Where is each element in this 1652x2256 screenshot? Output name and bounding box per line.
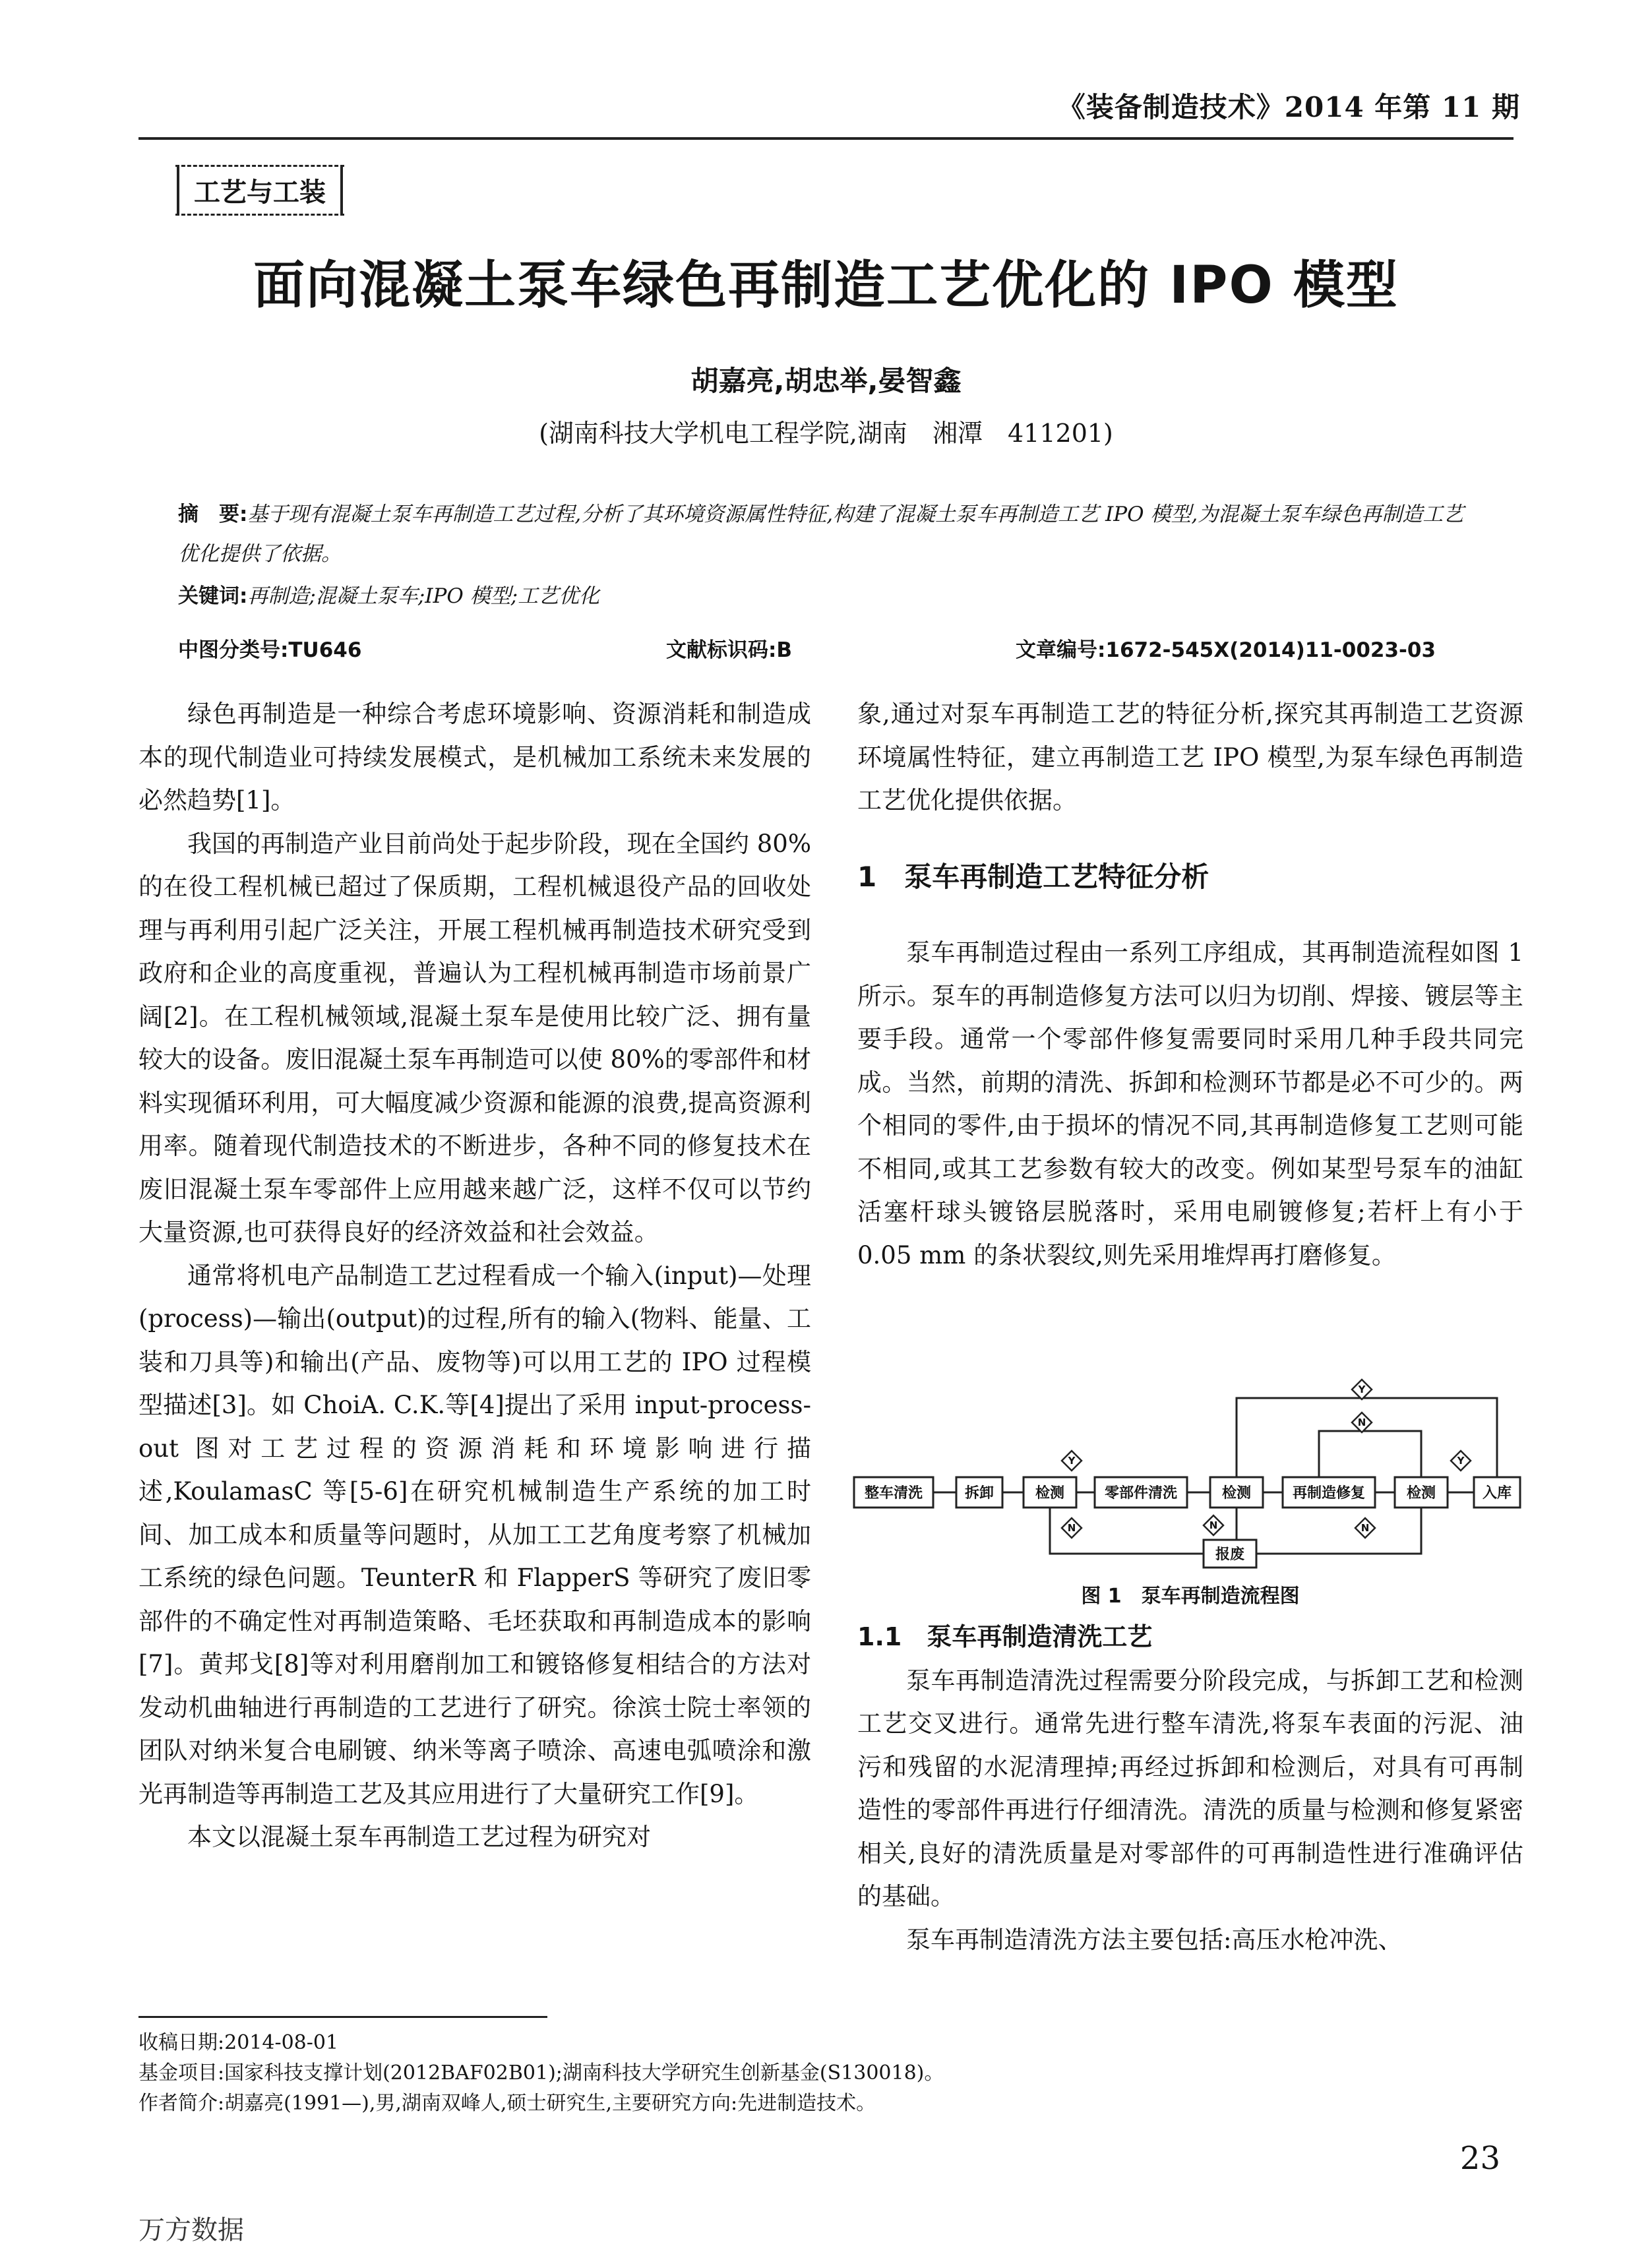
footnote-funding: 基金项目:国家科技支撑计划(2012BAF02B01);湖南科技大学研究生创新基金(S130018)。	[138, 2061, 944, 2085]
keywords-label: 关键词:	[178, 584, 248, 608]
header-rule	[138, 137, 1514, 140]
decision-label: Y	[1457, 1455, 1465, 1467]
keywords	[178, 579, 599, 609]
footnote-received: 收稿日期:2014-08-01	[138, 2031, 339, 2054]
article-number: 文章编号:1672-545X(2014)11-0023-03	[1016, 638, 1436, 662]
decision-label: Y	[1068, 1455, 1076, 1467]
abstract	[178, 495, 1484, 574]
node-label: 报废	[1215, 1546, 1245, 1563]
subsection	[857, 1616, 1523, 1961]
node-label: 整车清洗	[864, 1485, 923, 1502]
paragraph: 通常将机电产品制造工艺过程看成一个输入(input)—处理(process)—输出(output)的过程,所有的输入(物料、能量、工装和刀具等)和输出(产品、废物等)可以用工艺的 IPO 过程模型描述[3]。如 ChoiA. C.K.等[4]提出了采用 input-process-out 图对工艺过程的资源消耗和环境影响进行描述,KoulamasC 等[5-6]在研究机械制造生产系统的加工时间、加工成本和质量等问题时，从加工工艺角度考察了机械加工系统的绿色问题。TeunterR 和 FlapperS 等研究了废旧零部件的不确定性对再制造策略、毛坯获取和再制造成本的影响[7]。黄邦戈[8]等对利用磨削加工和镀铬修复相结合的方法对发动机曲轴进行再制造的工艺进行了研究。徐滨士院士率领的团队对纳米复合电刷镀、纳米等离子喷涂、高速电弧喷涂和激光再制造等再制造工艺及其应用进行了大量研究工作[9]。	[138, 1261, 811, 1808]
node-label: 检测	[1406, 1485, 1436, 1502]
paragraph: 象,通过对泵车再制造工艺的特征分析,探究其再制造工艺资源环境属性特征，建立再制造工艺 IPO 模型,为泵车绿色再制造工艺优化提供依据。	[857, 700, 1523, 814]
node-label: 再制造修复	[1292, 1485, 1366, 1502]
paragraph: 绿色再制造是一种综合考虑环境影响、资源消耗和制造成本的现代制造业可持续发展模式，是机械加工系统未来发展的必然趋势[1]。	[138, 700, 811, 814]
journal-header: 《装备制造技术》2014 年第 11 期	[1057, 91, 1520, 123]
column-tag: 工艺与工装	[177, 165, 343, 216]
decision-label: N	[1361, 1522, 1370, 1534]
page-number: 23	[1459, 2140, 1500, 2177]
paragraph: 泵车再制造过程由一系列工序组成，其再制造流程如图 1 所示。泵车的再制造修复方法可以归为切削、焊接、镀层等主要手段。通常一个零部件修复需要同时采用几种手段共同完成。当然，前期的清洗、拆卸和检测环节都是必不可少的。两个相同的零件,由于损坏的情况不同,其再制造修复工艺则可能不相同,或其工艺参数有较大的改变。例如某型号泵车的油缸活塞杆球头镀铬层脱落时，采用电刷镀修复;若杆上有小于 0.05 mm 的条状裂纹,则先采用堆焊再打磨修复。	[857, 938, 1523, 1269]
section-heading: 1 泵车再制造工艺特征分析	[857, 860, 1209, 893]
paragraph: 泵车再制造清洗过程需要分阶段完成，与拆卸工艺和检测工艺交叉进行。通常先进行整车清洗,将泵车表面的污泥、油污和残留的水泥清理掉;再经过拆卸和检测后，对具有可再制造性的零部件再进行仔细清洗。清洗的质量与检测和修复紧密相关,良好的清洗质量是对零部件的可再制造性进行准确评估的基础。	[857, 1666, 1523, 1910]
decision-label: N	[1067, 1522, 1076, 1534]
decision-label: N	[1357, 1417, 1366, 1428]
authors: 胡嘉亮,胡忠举,晏智鑫	[690, 365, 962, 397]
paragraph: 本文以混凝土泵车再制造工艺过程为研究对	[187, 1823, 651, 1851]
node-label: 拆卸	[964, 1485, 994, 1502]
paragraph: 我国的再制造产业目前尚处于起步阶段，现在全国约 80%的在役工程机械已超过了保质期，工程机械退役产品的回收处理与再利用引起广泛关注，开展工程机械再制造技术研究受到政府和企业的高度重视，普遍认为工程机械再制造市场前景广阔[2]。在工程机械领域,混凝土泵车是使用比较广泛、拥有量较大的设备。废旧混凝土泵车再制造可以使 80%的零部件和材料实现循环利用，可大幅度减少资源和能源的浪费,提高资源利用率。随着现代制造技术的不断进步，各种不同的修复技术在废旧混凝土泵车零部件上应用越来越广泛，这样不仅可以节约大量资源,也可获得良好的经济效益和社会效益。	[138, 829, 811, 1246]
figure-caption: 图 1 泵车再制造流程图	[1081, 1585, 1300, 1608]
decision-label: N	[1209, 1519, 1218, 1531]
paragraph: 泵车再制造清洗方法主要包括:高压水枪冲洗、	[906, 1925, 1403, 1954]
abstract-text: 基于现有混凝土泵车再制造工艺过程,分析了其环境资源属性特征,构建了混凝土泵车再制造工艺 IPO 模型,为混凝土泵车绿色再制造工艺优化提供了依据。	[178, 503, 1464, 566]
decision-label: Y	[1358, 1384, 1366, 1395]
node-label: 检测	[1221, 1485, 1252, 1502]
footnote-rule	[138, 2016, 547, 2018]
affiliation: (湖南科技大学机电工程学院,湖南 湘潭 411201)	[539, 419, 1113, 448]
left-column	[138, 692, 811, 1859]
keywords-text: 再制造;混凝土泵车;IPO 模型;工艺优化	[247, 584, 600, 608]
watermark: 万方数据	[138, 2215, 244, 2245]
clc-number: 中图分类号:TU646	[178, 638, 362, 662]
abstract-label: 摘 要:	[178, 503, 248, 526]
flowchart-figure	[851, 1365, 1530, 1570]
node-label: 检测	[1035, 1485, 1065, 1502]
node-label: 入库	[1482, 1485, 1512, 1502]
doc-code: 文献标识码:B	[666, 638, 793, 662]
footnote-author: 作者简介:胡嘉亮(1991—),男,湖南双峰人,硕士研究生,主要研究方向:先进制造技术。	[138, 2092, 876, 2115]
paper-title: 面向混凝土泵车绿色再制造工艺优化的 IPO 模型	[253, 256, 1399, 315]
right-column	[857, 692, 1523, 1277]
node-label: 零部件清洗	[1104, 1485, 1178, 1502]
subsection-heading: 1.1 泵车再制造清洗工艺	[857, 1622, 1153, 1651]
